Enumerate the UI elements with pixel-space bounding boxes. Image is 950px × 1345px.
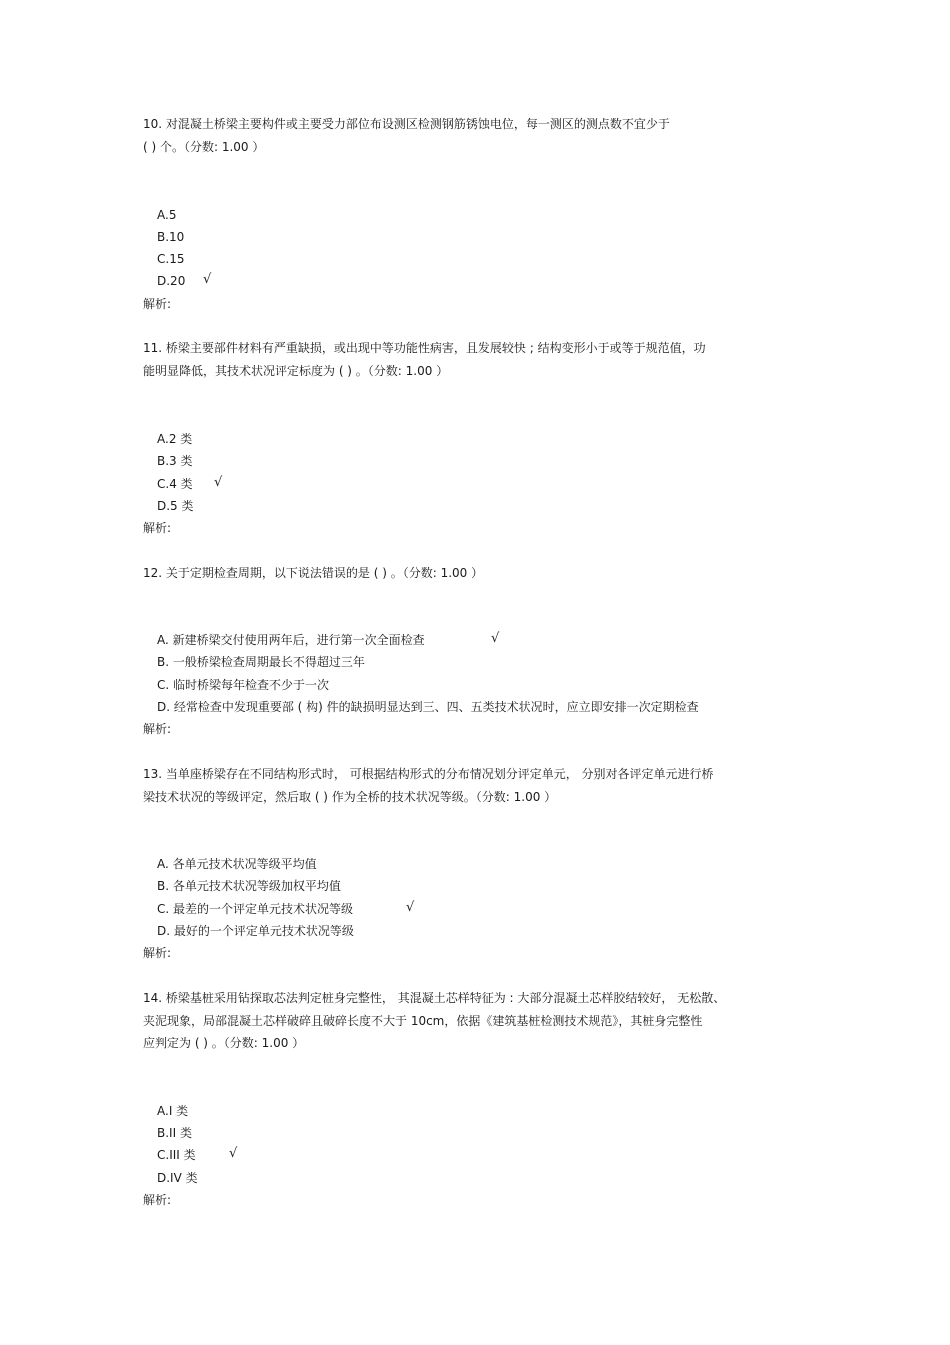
analysis-label: 解析: (143, 1193, 172, 1207)
option-b: B. 各单元技术状况等级加权平均值 (157, 879, 341, 893)
analysis-label: 解析: (143, 297, 172, 311)
question-stem: 夹泥现象，局部混凝土芯样破碎且破碎长度不大于 10cm，依据《建筑基桩检测技术规范》，其桩身完整性 (143, 1014, 703, 1028)
check-mark-icon: √ (214, 475, 223, 490)
analysis-label: 解析: (143, 521, 172, 535)
option-c: C. 最差的一个评定单元技术状况等级 (157, 902, 354, 916)
option-c: C. 临时桥梁每年检查不少于一次 (157, 678, 330, 692)
question-stem: 11. 桥梁主要部件材料有严重缺损，或出现中等功能性病害，且发展较快 ; 结构变形小于或等于规范值，功 (143, 341, 706, 355)
option-b: B.II 类 (157, 1126, 192, 1140)
option-b: B. 一般桥梁检查周期最长不得超过三年 (157, 655, 365, 669)
question-stem: 应判定为 ( ) 。（分数: 1.00 ） (143, 1036, 305, 1050)
option-d: D.IV 类 (157, 1171, 198, 1185)
analysis-label: 解析: (143, 722, 172, 736)
option-c: C.III 类 (157, 1148, 196, 1162)
check-mark-icon: √ (406, 900, 415, 915)
option-b: B.3 类 (157, 454, 193, 468)
analysis-label: 解析: (143, 946, 172, 960)
question-stem: ( ) 个。（分数: 1.00 ） (143, 140, 265, 154)
option-d: D.20 (157, 274, 186, 288)
check-mark-icon: √ (203, 272, 212, 287)
option-a: A.I 类 (157, 1104, 189, 1118)
option-b: B.10 (157, 230, 185, 244)
question-stem: 能明显降低，其技术状况评定标度为 ( ) 。（分数: 1.00 ） (143, 364, 449, 378)
option-a: A. 新建桥梁交付使用两年后，进行第一次全面检查 (157, 633, 425, 647)
question-stem: 13. 当单座桥梁存在不同结构形式时， 可根据结构形式的分布情况划分评定单元， 分别对各评定单元进行桥 (143, 767, 714, 781)
question-stem: 10. 对混凝土桥梁主要构件或主要受力部位布设测区检测钢筋锈蚀电位，每一测区的测点数不宜少于 (143, 117, 670, 131)
option-d: D. 经常检查中发现重要部 ( 构) 件的缺损明显达到三、四、五类技术状况时，应立即安排一次定期检查 (157, 700, 699, 714)
option-c: C.15 (157, 252, 185, 266)
question-stem: 梁技术状况的等级评定，然后取 ( ) 作为全桥的技术状况等级。（分数: 1.00 ） (143, 790, 557, 804)
question-stem: 14. 桥梁基桩采用钻探取芯法判定桩身完整性， 其混凝土芯样特征为 : 大部分混凝土芯样胶结较好， 无松散、 (143, 991, 726, 1005)
option-c: C.4 类 (157, 477, 193, 491)
check-mark-icon: √ (229, 1146, 238, 1161)
option-a: A. 各单元技术状况等级平均值 (157, 857, 317, 871)
option-a: A.2 类 (157, 432, 193, 446)
question-stem: 12. 关于定期检查周期，以下说法错误的是 ( ) 。（分数: 1.00 ） (143, 566, 484, 580)
option-d: D.5 类 (157, 499, 194, 513)
option-d: D. 最好的一个评定单元技术状况等级 (157, 924, 354, 938)
option-a: A.5 (157, 208, 177, 222)
check-mark-icon: √ (491, 631, 500, 646)
